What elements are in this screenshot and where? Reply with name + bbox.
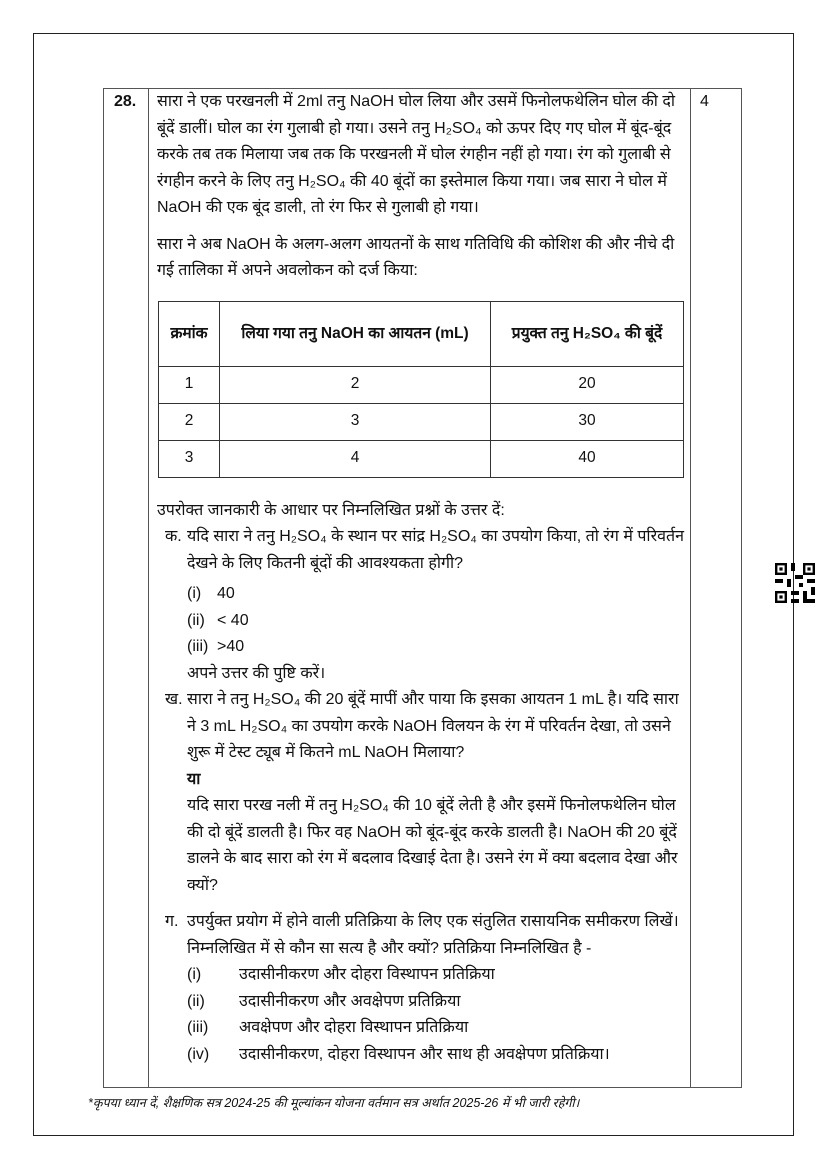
question-content [157, 89, 685, 1068]
option-label: (iii) [187, 638, 209, 655]
table-header-row [159, 301, 684, 366]
option-label: (iv) [187, 1045, 210, 1063]
option-label: (iii) [187, 1019, 209, 1036]
intro-paragraph-2: सारा ने अब NaOH के अलग-अलग आयतनों के साथ गतिविधि की कोशिश की और नीचे दी गई तालिका में अपने अवलोकन को दर्ज किया: [157, 235, 675, 279]
question-table [103, 88, 742, 1088]
table-row [159, 366, 684, 403]
option-text: >40 [217, 638, 245, 655]
observation-table [158, 301, 684, 478]
lead-text: उपरोक्त जानकारी के आधार पर निम्नलिखित प्रश्नों के उत्तर दें: [157, 501, 505, 519]
table-row [159, 440, 684, 477]
header-naoh-volume: लिया गया तनु NaOH का आयतन (mL) [220, 301, 491, 366]
option-text: 40 [217, 585, 235, 602]
option-text: उदासीनीकरण, दोहरा विस्थापन और साथ ही अवक्षेपण प्रतिक्रिया। [239, 1045, 610, 1063]
subquestion-label: क. [165, 528, 182, 545]
cell: 2 [220, 366, 491, 403]
subquestion-a [157, 524, 685, 577]
cell: 30 [491, 403, 684, 440]
option [157, 1042, 685, 1069]
option [157, 581, 685, 608]
header-serial: क्रमांक [159, 301, 220, 366]
subquestion-label: ग. [165, 913, 179, 930]
subquestion-text: उपर्युक्त प्रयोग में होने वाली प्रतिक्रिया के लिए एक संतुलित रासायनिक समीकरण लिखें। निम्नलिखित में से कौन सा सत्य है और क्यों? प्रतिक्रिया निम्नलिखित है - [187, 913, 679, 957]
qr-code-icon [775, 563, 815, 603]
option-label: (i) [187, 966, 202, 983]
subquestion-text: यदि सारा ने तनु H₂SO₄ के स्थान पर सांद्र H₂SO₄ का उपयोग किया, तो रंग में परिवर्तन देखने के लिए कितनी बूंदों की आवश्यकता होगी? [187, 528, 685, 572]
option [157, 962, 685, 989]
header-h2so4-drops: प्रयुक्त तनु H₂SO₄ की बूंदें [491, 301, 684, 366]
table-row [159, 403, 684, 440]
alternative-text: यदि सारा परख नली में तनु H₂SO₄ की 10 बूंदें लेती है और इसमें फिनोलफथेलिन घोल की दो बूंदें डालती है। फिर वह NaOH को बूंद-बूंद करके डालती है। NaOH की 20 बूंदें डालने के बाद सारा को रंग में बदलाव दिखाई देता है। उसने रंग में क्या बदलाव देखा और क्यों? [187, 797, 678, 894]
column-divider [148, 89, 149, 1087]
intro-paragraph: सारा ने एक परखनली में 2ml तनु NaOH घोल लिया और उसमें फिनोलफथेलिन घोल की दो बूंदें डालीं। घोल का रंग गुलाबी हो गया। उसने तनु H₂SO₄ को ऊपर दिए गए घोल में बूंद-बूंद करके तब तक मिलाया जब तक कि परखनली में घोल रंगहीन नहीं हो गया। रंग को गुलाबी से रंगहीन करने के लिए तनु H₂SO₄ की 40 बूंदों का इस्तेमाल किया गया। जब सारा ने घोल में NaOH की एक बूंद डाली, तो रंग फिर से गुलाबी हो गया। [157, 93, 675, 216]
option-text: अवक्षेपण और दोहरा विस्थापन प्रतिक्रिया [239, 1019, 469, 1036]
subquestion-text: सारा ने तनु H₂SO₄ की 20 बूंदें मापीं और पाया कि इसका आयतन 1 mL है। यदि सारा ने 3 mL H₂SO₄ का उपयोग करके NaOH विलयन के रंग में परिवर्तन देखा, तो उसने शुरू में टेस्ट ट्यूब में कितने mL NaOH मिलाया? [187, 691, 679, 761]
subquestion-label: ख. [165, 691, 183, 708]
option-label: (ii) [187, 992, 205, 1010]
option [157, 608, 685, 635]
subquestion-c [157, 909, 685, 962]
cell: 2 [159, 403, 220, 440]
footer-note: *कृपया ध्यान दें, शैक्षणिक सत्र 2024-25 की मूल्यांकन योजना वर्तमान सत्र अर्थात 2025-26 में भी जारी रहेगी। [88, 1096, 580, 1110]
option [157, 1015, 685, 1042]
option [157, 634, 685, 661]
cell: 40 [491, 440, 684, 477]
justify-text: अपने उत्तर की पुष्टि करें। [187, 664, 326, 682]
cell: 4 [220, 440, 491, 477]
cell: 3 [159, 440, 220, 477]
question-number: 28. [114, 93, 137, 110]
option-text: उदासीनीकरण और दोहरा विस्थापन प्रतिक्रिया [239, 966, 495, 983]
option-text: < 40 [217, 611, 249, 629]
cell: 3 [220, 403, 491, 440]
question-marks: 4 [700, 93, 709, 110]
cell: 1 [159, 366, 220, 403]
option [157, 989, 685, 1016]
column-divider [690, 89, 691, 1087]
cell: 20 [491, 366, 684, 403]
or-label: या [187, 770, 201, 788]
option-label: (ii) [187, 611, 205, 629]
subquestion-b [157, 687, 685, 899]
option-label: (i) [187, 585, 202, 602]
option-text: उदासीनीकरण और अवक्षेपण प्रतिक्रिया [239, 992, 461, 1010]
